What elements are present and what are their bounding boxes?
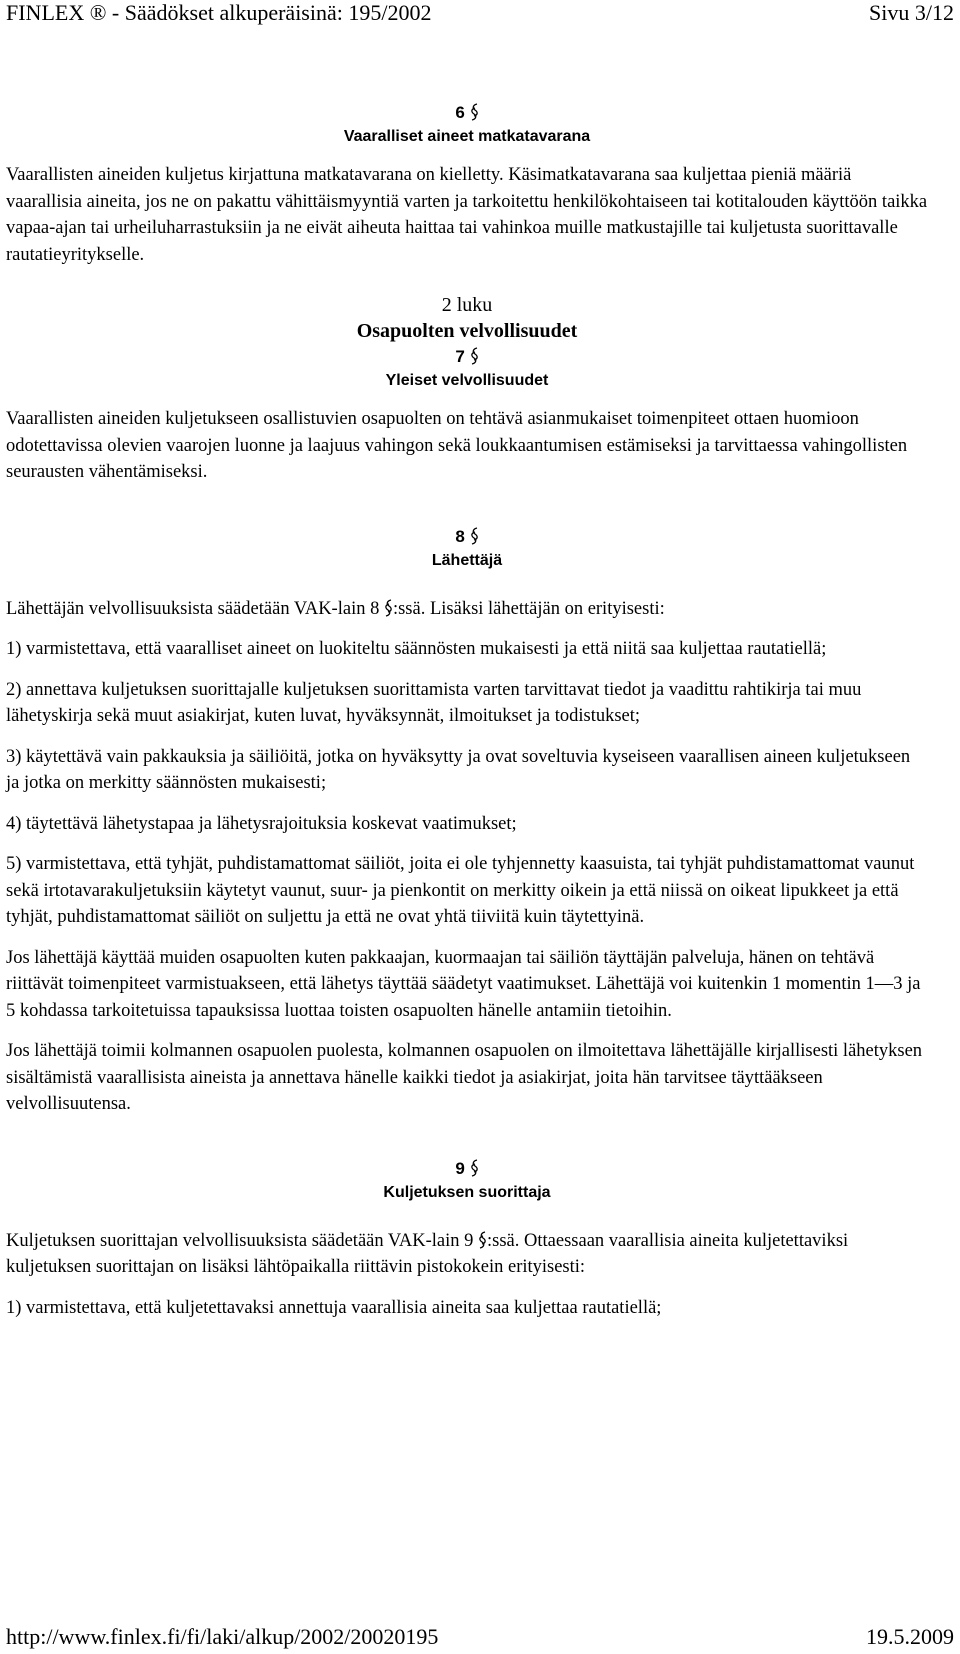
header-title: FINLEX ® - Säädökset alkuperäisinä: 195/2002 <box>6 0 432 25</box>
paragraph: Vaarallisten aineiden kuljetukseen osallistuvien osapuolten on tehtävä asianmukaiset toimenpiteet ottaen huomioon odotettavissa olevien vaarojen luonne ja laajuus vahingon sekä loukkaantumisen estämiseksi ja tarvittaessa vahingollisten seurausten vähentämiseksi. <box>6 409 908 482</box>
section-9-title: Kuljetuksen suorittaja <box>383 1183 551 1201</box>
chapter-title: Osapuolten velvollisuudet <box>356 320 578 342</box>
footer-url: http://www.finlex.fi/fi/laki/alkup/2002/20020195 <box>6 1624 439 1649</box>
paragraph-text: Kuljetuksen suorittajan velvollisuuksista säädetään VAK-lain 9 <box>6 1230 474 1251</box>
page-header <box>0 0 960 30</box>
section-6-heading <box>6 100 928 126</box>
paragraph <box>6 596 928 623</box>
section-7-title: Yleiset velvollisuudet <box>385 372 549 389</box>
list-item: 1) varmistettava, että kuljetettavaksi annettuja vaarallisia aineita saa kuljettaa rautatiellä; <box>6 1297 662 1318</box>
footer-date: 19.5.2009 <box>866 1624 954 1649</box>
section-9-heading <box>6 1156 928 1182</box>
page-number: Sivu 3/12 <box>869 0 954 25</box>
section-sign-icon <box>470 1158 479 1178</box>
section-number: 6 <box>455 103 465 122</box>
paragraph-text: Lähettäjän velvollisuuksista säädetään VAK-lain 8 <box>6 598 380 619</box>
section-8-title: Lähettäjä <box>431 551 503 569</box>
section-6-title: Vaaralliset aineet matkatavarana <box>343 128 591 145</box>
paragraph <box>6 162 928 268</box>
paragraph <box>6 1228 928 1281</box>
document-body <box>6 100 928 1321</box>
section-number: 7 <box>455 347 465 366</box>
list-item: 2) annettava kuljetuksen suorittajalle kuljetuksen suorittamista varten tarvittavat tiedot ja vaadittu rahtikirja tai muu lähetyskirja sekä muut asiakirjat, kuten luvat, hyväksynnät, ilmoitukset ja todistukset; <box>6 679 862 726</box>
section-8-heading <box>6 524 928 550</box>
paragraph-text: Vaarallisten aineiden kuljetus kirjattuna matkatavarana on kielletty. Käsimatkatavarana saa kuljettaa pieniä määriä vaarallisia aineita, jos ne on pakattu vähittäismyyntiä varten ja tarkoitettu henkilökohtaiseen tai kotitalouden käyttöön taikka vapaa-ajan tai urheiluharrastuksiin ja ne eivät aiheuta haittaa tai vahinkoa muille matkustajille tai kuljetusta suorittavalle rautatieyritykselle. <box>6 165 928 265</box>
paragraph-text: :ssä. Lisäksi lähettäjän on erityisesti: <box>392 598 665 619</box>
paragraph: Jos lähettäjä toimii kolmannen osapuolen puolesta, kolmannen osapuolen on ilmoitettava lähettäjälle kirjallisesti lähetyksen sisältämistä vaarallisista aineista ja annettava hänelle kaikki tiedot ja asiakirjat, joita hän tarvitsee täyttääkseen velvollisuutensa. <box>6 1041 923 1114</box>
list-item: 5) varmistettava, että tyhjät, puhdistamattomat säiliöt, joita ei ole tyhjennetty kaasuista, tai tyhjät puhdistamattomat vaunut sekä irtotavarakuljetuksiin käytetyt vaunut, suur- ja pienkontit on merkitty oikein ja että niissä on oikeat lipukkeet ja että tyhjät, puhdistamattomat säiliöt on suljettu ja että ne ovat yhtä tiiviitä kuin täytettyinä. <box>6 854 915 927</box>
section-sign-icon <box>470 346 479 366</box>
section-sign-icon <box>478 1230 487 1250</box>
section-sign-icon <box>384 598 393 618</box>
section-number: 8 <box>455 526 465 546</box>
list-item: 3) käytettävä vain pakkauksia ja säiliöitä, jotka on hyväksytty ja ovat soveltuvia kyseiseen vaarallisen aineen kuljetukseen ja jotka on merkitty säännösten mukaisesti; <box>6 746 911 793</box>
page-footer <box>0 1624 960 1650</box>
list-item: 4) täytettävä lähetystapaa ja lähetysrajoituksia koskevat vaatimukset; <box>6 813 517 834</box>
section-sign-icon <box>470 526 479 546</box>
paragraph: Jos lähettäjä käyttää muiden osapuolten kuten pakkaajan, kuormaajan tai säiliön täyttäjän palveluja, hänen on tehtävä riittävät toimenpiteet varmistuakseen, että lähetys täyttää säädetyt vaatimukset. Lähettäjä voi kuitenkin 1 momentin 1—3 ja 5 kohdassa tarkoitetuissa tapauksissa luottaa toisten osapuolten hänelle antamiin tietoihin. <box>6 947 921 1021</box>
chapter-number: 2 luku <box>441 294 493 316</box>
paragraph-text: :ssä. Ottaessaan vaarallisia aineita kuljetettaviksi kuljetuksen suorittajan on lisäksi lähtöpaikalla riittävin pistokokein erityisesti: <box>6 1230 849 1277</box>
section-number: 9 <box>455 1158 465 1178</box>
list-item: 1) varmistettava, että vaaralliset aineet on luokiteltu säännösten mukaisesti ja että niitä saa kuljettaa rautatiellä; <box>6 639 827 659</box>
section-7-heading <box>6 344 928 370</box>
section-sign-icon <box>470 102 479 122</box>
